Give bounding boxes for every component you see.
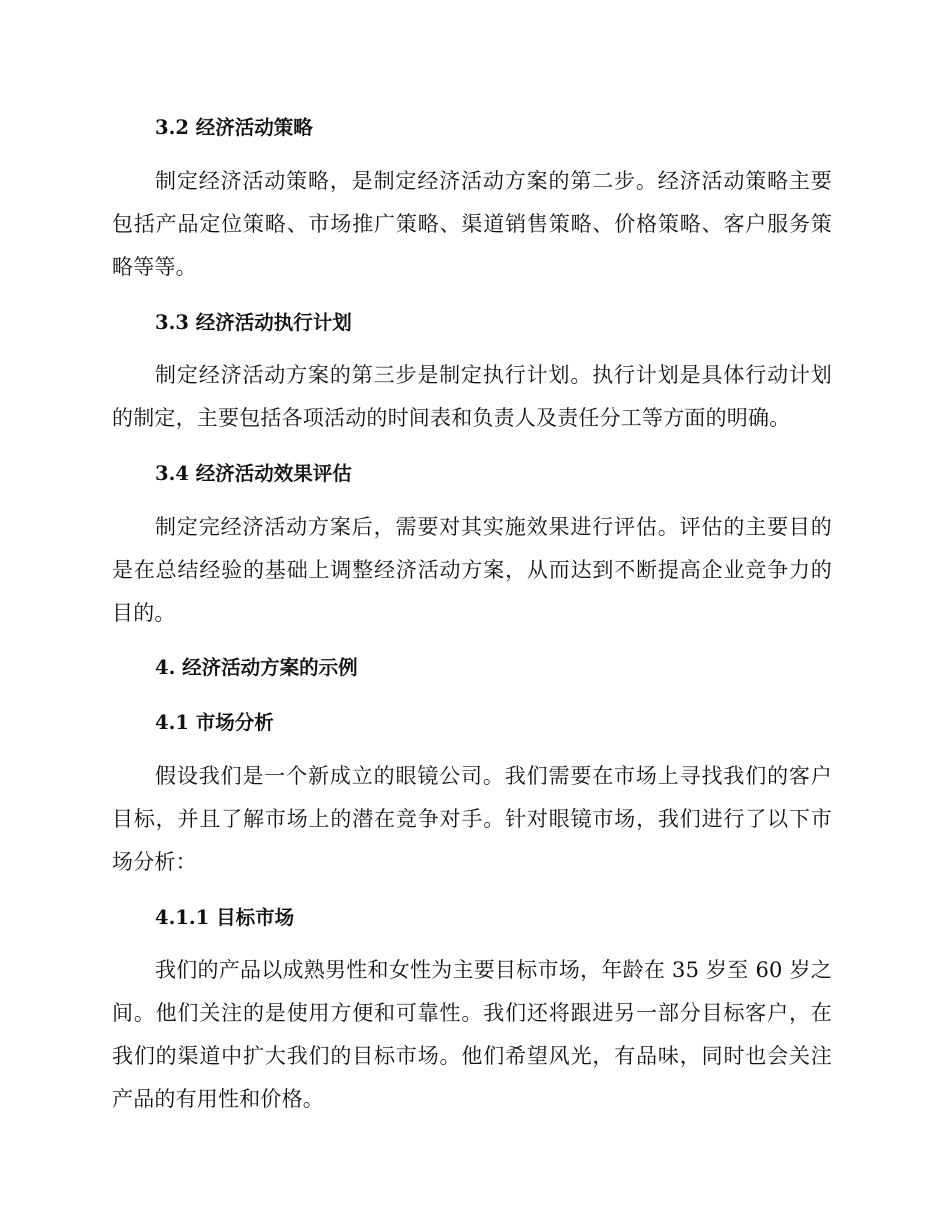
section-heading-3-4: 3.4 经济活动效果评估 [155, 462, 352, 485]
section-paragraph-3-4: 制定完经济活动方案后，需要对其实施效果进行评估。评估的主要目的是在总结经验的基础上调整经济活动方案，从而达到不断提高企业竞争力的目的。 [112, 515, 832, 625]
section-heading-3-3: 3.3 经济活动执行计划 [155, 311, 352, 334]
section-heading-4-1-1: 4.1.1 目标市场 [155, 906, 295, 929]
section-heading-3-2: 3.2 经济活动策略 [155, 116, 313, 139]
section-heading-4-1: 4.1 市场分析 [155, 711, 274, 734]
section-paragraph-4-1: 假设我们是一个新成立的眼镜公司。我们需要在市场上寻找我们的客户目标，并且了解市场上的潜在竞争对手。针对眼镜市场，我们进行了以下市场分析： [112, 764, 832, 874]
section-heading-4: 4. 经济活动方案的示例 [155, 656, 358, 679]
section-paragraph-3-2: 制定经济活动策略，是制定经济活动方案的第二步。经济活动策略主要包括产品定位策略、市场推广策略、渠道销售策略、价格策略、客户服务策略等等。 [112, 169, 832, 279]
section-paragraph-3-3: 制定经济活动方案的第三步是制定执行计划。执行计划是具体行动计划的制定，主要包括各项活动的时间表和负责人及责任分工等方面的明确。 [112, 363, 832, 430]
section-paragraph-4-1-1: 我们的产品以成熟男性和女性为主要目标市场，年龄在 35 岁至 60 岁之间。他们关注的是使用方便和可靠性。我们还将跟进另一部分目标客户，在我们的渠道中扩大我们的目标市场。他们希望风光，有品味，同时也会关注产品的有用性和价格。 [112, 958, 832, 1111]
